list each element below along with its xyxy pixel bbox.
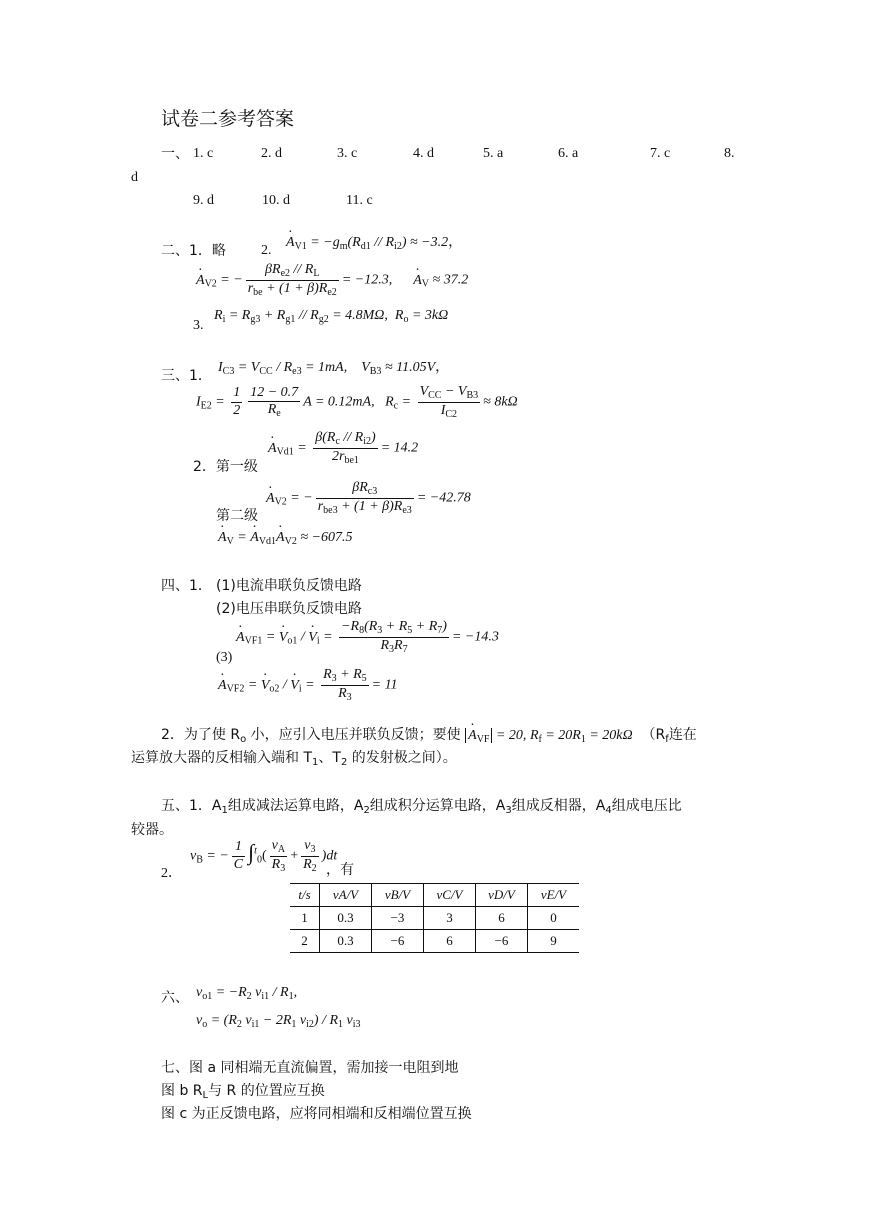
- s4-q2-line1: 2．为了使 $R_o$ 小，应引入电压并联负反馈；要使 · $A_{VF} = 20$, $R_f = 20R_1 = 20k\Omega$ （$R_f$连在: [161, 727, 697, 746]
- s6-vo-formula: $v_o = (R_2$ $v_{i1} - 2R_1$ $v_{i2}) / R_1$ $v_{i3}$: [196, 1013, 361, 1030]
- s7-line3: 图 c 为正反馈电路，应将同相端和反相端位置互换: [161, 1106, 472, 1122]
- answer-10: 10. d: [262, 193, 290, 208]
- table-cell: −6: [372, 930, 424, 953]
- s2-av2-formula: · $A_{V2}$ = − $\frac{\beta R_{e2} // R_L}{r_{be} + (1 + \beta)R_{e2}}$ = −12.3, · $A_V \approx 37.2$: [196, 262, 468, 299]
- table-header-cell: vA/V: [320, 884, 372, 907]
- page-title: 试卷二参考答案: [161, 108, 295, 130]
- table-cell: 0.3: [320, 930, 372, 953]
- s3-av-total: · $A_V$ = · $A_{Vd1}\cdot A_{V2} \approx -607.5$: [218, 530, 352, 548]
- s7-line1: 七、图 a 同相端无直流偏置，需加接一电阻到地: [161, 1060, 459, 1076]
- table-cell: 6: [424, 930, 476, 953]
- table-cell: 3: [424, 907, 476, 930]
- section-2-label: 二、1．略: [161, 243, 226, 259]
- answer-6: 6. a: [558, 146, 579, 161]
- s2-item-2: 2.: [261, 243, 272, 258]
- s3-stage-2: 第二级: [216, 508, 258, 524]
- s7-line2: 图 b $R_L$与 R 的位置应互换: [161, 1083, 325, 1101]
- s4-q2-line2: 运算放大器的反相输入端和 $T_1$、$T_2$ 的发射极之间）。: [131, 750, 457, 768]
- s4-part-3: (3): [216, 650, 233, 665]
- section-1-label: 一、: [161, 146, 189, 162]
- s5-integral-formula: $v_B$ = − $\frac{1}{C}$ ∫$^t_0$( $\frac{v_A}{R_3}$ + $\frac{v_3}{R_2}$ )dt: [190, 838, 338, 874]
- table-header-row: [290, 884, 579, 907]
- answer-11: 11. c: [346, 193, 373, 208]
- s5-you: ，有: [326, 862, 354, 878]
- s2-item-3: 3.: [193, 318, 204, 333]
- table-cell: −3: [372, 907, 424, 930]
- answer-4: 4. d: [413, 146, 434, 161]
- s3-ic3-formula: $I_{C3} = V_{CC} / R_{e3} = 1mA$, $V_{B3} \approx 11.05V$，: [218, 360, 450, 377]
- table-cell: 0.3: [320, 907, 372, 930]
- table-cell: 9: [528, 930, 580, 953]
- s4-avf2-formula: · $A_{VF2}$ = · $V_{o2}$ / · $V_i$ = $\frac{R_3 + R_5}{R_3}$ = 11: [218, 667, 398, 704]
- table-cell: −6: [476, 930, 528, 953]
- s5-line1: 五、1．$A_1$组成减法运算电路，$A_2$组成积分运算电路，$A_3$组成反相器，$A_4$组成电压比: [161, 798, 682, 816]
- s2-av1-formula: · $A_{V1} = -g_m(R_{d1} // R_{i2}) \approx -3.2$，: [286, 235, 462, 253]
- answer-5: 5. a: [483, 146, 504, 161]
- s4-part-2: (2)电压串联负反馈电路: [216, 601, 362, 617]
- table-cell: 6: [476, 907, 528, 930]
- table-row: [290, 930, 579, 953]
- s6-vo1-formula: $v_{o1} = -R_2$ $v_{i1} / R_1$,: [196, 985, 298, 1002]
- table-cell: 0: [528, 907, 580, 930]
- table-header-cell: t/s: [290, 884, 320, 907]
- s4-avf1-formula: · $A_{VF1}$ = · $V_{o1}$ / · $V_i$ = $\frac{-R_8(R_3 + R_5 + R_7)}{R_3R_7}$ = −14.3: [236, 619, 499, 656]
- answer-9: 9. d: [193, 193, 214, 208]
- s3-av2-formula: · $A_{V2}$ = − $\frac{\beta R_{c3}}{r_{be3} + (1 + \beta)R_{e3}}$ = −42.78: [266, 480, 471, 517]
- s3-stage-1: 2．第一级: [193, 459, 258, 475]
- section-3-label: 三、1．: [161, 368, 212, 384]
- table-row: [290, 907, 579, 930]
- section-6-label: 六、: [161, 990, 189, 1006]
- s5-line2: 较器。: [131, 822, 173, 838]
- answer-8: 8.: [724, 146, 735, 161]
- table-header-cell: vC/V: [424, 884, 476, 907]
- values-table: [290, 883, 579, 953]
- answer-1: 1. c: [193, 146, 214, 161]
- table-cell: 1: [290, 907, 320, 930]
- answer-7: 7. c: [650, 146, 671, 161]
- s3-ie2-rc-formula: $I_{E2}$ = $\frac{1}{2}$ $\frac{12 - 0.7}{R_e}$ A = 0.12mA, $R_c$ = $\frac{V_{CC} - V_{B3}}{I_{C2}}$ ≈ 8kΩ: [196, 384, 518, 420]
- answer-2: 2. d: [261, 146, 282, 161]
- answer-8-wrap: d: [131, 170, 138, 185]
- section-4-label: 四、1．: [161, 578, 212, 594]
- table-cell: 2: [290, 930, 320, 953]
- s3-avd1-formula: · $A_{Vd1}$ = $\frac{\beta(R_c // R_{i2})}{2r_{be1}}$ = 14.2: [268, 430, 418, 467]
- answer-3: 3. c: [337, 146, 358, 161]
- table-header-cell: vD/V: [476, 884, 528, 907]
- s2-ri-ro-formula: $R_i = R_{g3} + R_{g1} // R_{g2} = 4.8M\Omega$, $R_o = 3k\Omega$: [214, 308, 449, 325]
- table-header-cell: vB/V: [372, 884, 424, 907]
- table-header-cell: vE/V: [528, 884, 580, 907]
- s4-part-1: (1)电流串联负反馈电路: [216, 578, 362, 594]
- s5-item-2: 2．: [161, 866, 182, 881]
